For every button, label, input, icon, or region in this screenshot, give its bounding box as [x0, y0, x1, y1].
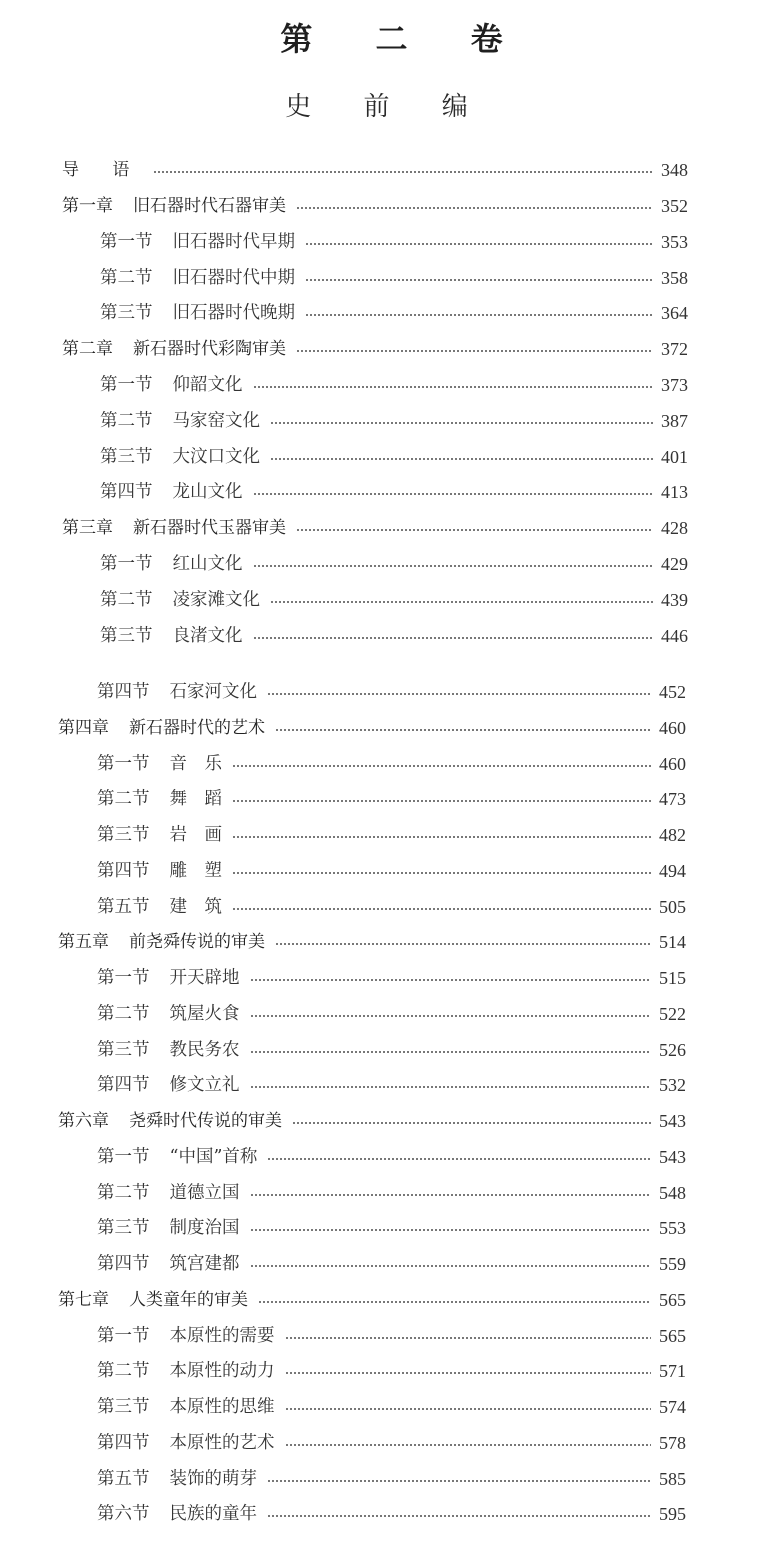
section-number: 第四节	[97, 1075, 150, 1096]
toc-section-row[interactable]	[97, 856, 686, 886]
chapter-title: 人类童年的审美	[129, 1289, 248, 1310]
section-title: 筑宫建都	[169, 1254, 240, 1274]
toc-section-row[interactable]	[100, 298, 688, 328]
dot-leader	[253, 386, 654, 388]
dot-leader	[232, 872, 651, 874]
page-number: 401	[661, 446, 688, 467]
section-number: 第二节	[97, 1003, 150, 1024]
section-number: 第二节	[97, 789, 150, 810]
chapter-number: 第一章	[62, 196, 113, 216]
dot-leader	[285, 1408, 652, 1410]
toc-section-row[interactable]	[97, 963, 686, 993]
toc-chapter-row[interactable]	[62, 191, 688, 221]
toc-chapter-row[interactable]	[58, 927, 686, 957]
toc-section-row[interactable]	[97, 1392, 686, 1422]
dot-leader	[305, 279, 653, 281]
section-title: “中国”首称	[169, 1146, 258, 1167]
section-title: 装饰的萌芽	[169, 1468, 257, 1489]
page-number: 372	[661, 339, 688, 360]
section-title: 仰韶文化	[172, 375, 243, 395]
toc-chapter-row[interactable]	[58, 713, 686, 743]
dot-leader	[285, 1444, 652, 1446]
section-title: 大汶口文化	[172, 446, 260, 467]
section-title: 教民务农	[169, 1039, 240, 1060]
dot-leader	[275, 729, 651, 731]
page-number: 578	[659, 1432, 686, 1453]
page-number: 460	[659, 753, 686, 774]
toc-section-row[interactable]	[97, 1499, 686, 1529]
section-number: 第一节	[100, 231, 153, 252]
dot-leader	[250, 1015, 652, 1017]
section-title: 旧石器时代中期	[172, 267, 295, 288]
chapter-title: 尧舜时代传说的审美	[129, 1111, 282, 1131]
toc-section-row[interactable]	[100, 406, 688, 436]
section-number: 第二节	[97, 1361, 150, 1382]
page-number: 585	[659, 1468, 686, 1489]
section-number: 第一节	[97, 968, 150, 988]
section-title: 音 乐	[169, 753, 222, 774]
section-number: 第三节	[100, 625, 153, 646]
dot-leader	[270, 601, 653, 603]
section-title: 修文立礼	[169, 1075, 240, 1096]
section-number: 第一节	[97, 1325, 150, 1346]
page-number: 522	[659, 1003, 686, 1024]
toc-section-row[interactable]	[97, 1213, 686, 1243]
dot-leader	[267, 1515, 651, 1517]
page-number: 565	[659, 1325, 686, 1346]
page-number: 565	[659, 1289, 686, 1310]
toc-section-row[interactable]	[100, 621, 688, 651]
section-title: 舞 蹈	[169, 789, 222, 810]
page-number: 494	[659, 860, 686, 881]
page-number: 515	[659, 968, 686, 988]
section-title: 本原性的需要	[169, 1325, 275, 1346]
dot-leader	[267, 1480, 651, 1482]
page-number: 358	[661, 267, 688, 288]
page-number: 429	[661, 554, 688, 574]
dot-leader	[232, 765, 651, 767]
section-title: 本原性的艺术	[169, 1432, 275, 1453]
toc-section-row[interactable]	[100, 263, 688, 293]
toc-section-row[interactable]	[97, 1321, 686, 1351]
section-title: 制度治国	[169, 1218, 240, 1239]
section-number: 第三节	[100, 303, 153, 324]
toc-section-row[interactable]	[100, 227, 688, 257]
toc-section-row[interactable]	[97, 1356, 686, 1386]
section-number: 第六节	[97, 1504, 150, 1525]
chapter-number: 第三章	[62, 518, 113, 539]
section-number: 第三节	[97, 825, 150, 845]
section-title: 龙山文化	[172, 482, 243, 503]
dot-leader	[250, 1194, 652, 1196]
dot-leader	[296, 207, 653, 209]
dot-leader	[305, 243, 653, 245]
dot-leader	[232, 800, 651, 802]
section-number: 第四节	[97, 860, 150, 881]
section-number: 第四节	[100, 482, 153, 503]
section-number: 第三节	[97, 1218, 150, 1239]
toc-section-row[interactable]	[97, 784, 686, 814]
page-number: 452	[659, 682, 686, 702]
dot-leader	[253, 493, 654, 495]
toc-intro-title: 导 语	[62, 160, 144, 180]
toc-section-row[interactable]	[100, 549, 688, 579]
dot-leader	[270, 422, 653, 424]
dot-leader	[267, 693, 651, 695]
page-number: 413	[661, 482, 688, 503]
toc-intro-page: 348	[661, 160, 688, 180]
toc-section-row[interactable]	[97, 892, 686, 922]
page-number: 505	[659, 896, 686, 917]
section-title: 岩 画	[169, 825, 222, 845]
toc-section-row[interactable]	[100, 442, 688, 472]
chapter-number: 第二章	[62, 339, 113, 360]
section-title: 雕 塑	[169, 860, 222, 881]
part-title: 史 前 编	[285, 92, 490, 122]
dot-leader	[296, 529, 653, 531]
page-number: 439	[661, 589, 688, 610]
section-number: 第五节	[97, 896, 150, 917]
dot-leader	[305, 314, 653, 316]
page-number: 428	[661, 518, 688, 539]
page-number: 543	[659, 1146, 686, 1167]
dot-leader	[275, 943, 651, 945]
toc-section-row[interactable]	[97, 1249, 686, 1279]
section-number: 第一节	[100, 375, 153, 395]
dot-leader	[232, 908, 651, 910]
dot-leader	[285, 1337, 652, 1339]
dot-leader	[258, 1301, 651, 1303]
dot-leader	[292, 1122, 651, 1124]
section-number: 第二节	[97, 1182, 150, 1203]
chapter-title: 旧石器时代石器审美	[133, 196, 286, 216]
chapter-number: 第五章	[58, 932, 109, 953]
toc-section-row[interactable]	[97, 1142, 686, 1172]
page-number: 353	[661, 231, 688, 252]
page-number: 526	[659, 1039, 686, 1060]
dot-leader	[250, 1265, 652, 1267]
section-title: 红山文化	[172, 554, 243, 574]
dot-leader	[232, 836, 651, 838]
toc-intro-row[interactable]	[62, 155, 688, 185]
page-number: 460	[659, 717, 686, 738]
section-title: 旧石器时代早期	[172, 231, 295, 252]
section-title: 旧石器时代晚期	[172, 303, 295, 324]
section-number: 第二节	[100, 589, 153, 610]
toc-section-row[interactable]	[97, 1035, 686, 1065]
section-title: 本原性的思维	[169, 1397, 275, 1417]
toc-section-row[interactable]	[97, 1178, 686, 1208]
section-title: 本原性的动力	[169, 1361, 275, 1382]
dot-leader	[296, 350, 653, 352]
toc-section-row[interactable]	[97, 749, 686, 779]
page-number: 352	[661, 196, 688, 216]
dot-leader	[270, 458, 653, 460]
section-title: 良渚文化	[172, 625, 243, 646]
section-number: 第四节	[97, 1432, 150, 1453]
section-number: 第一节	[97, 753, 150, 774]
chapter-title: 新石器时代的艺术	[129, 717, 265, 738]
chapter-number: 第七章	[58, 1289, 109, 1310]
page-number: 543	[659, 1111, 686, 1131]
toc-section-row[interactable]	[97, 820, 686, 850]
page-number: 514	[659, 932, 686, 953]
dot-leader	[285, 1372, 652, 1374]
dot-leader	[250, 1086, 652, 1088]
page-number: 553	[659, 1218, 686, 1239]
page-number: 595	[659, 1504, 686, 1525]
section-number: 第四节	[97, 1254, 150, 1274]
dot-leader	[267, 1158, 651, 1160]
section-number: 第一节	[100, 554, 153, 574]
toc-section-row[interactable]	[100, 370, 688, 400]
page-number: 574	[659, 1397, 686, 1417]
page-number: 473	[659, 789, 686, 810]
dot-leader	[153, 171, 653, 173]
page-number: 364	[661, 303, 688, 324]
section-number: 第五节	[97, 1468, 150, 1489]
page-number: 373	[661, 375, 688, 395]
toc-section-row[interactable]	[97, 1464, 686, 1494]
page-number: 387	[661, 410, 688, 431]
section-number: 第二节	[100, 267, 153, 288]
toc-chapter-row[interactable]	[62, 513, 688, 543]
chapter-title: 新石器时代彩陶审美	[133, 339, 286, 360]
section-number: 第二节	[100, 410, 153, 431]
page-number: 571	[659, 1361, 686, 1382]
toc-chapter-row[interactable]	[58, 1285, 686, 1315]
page-number: 559	[659, 1254, 686, 1274]
chapter-number: 第四章	[58, 717, 109, 738]
section-number: 第三节	[97, 1039, 150, 1060]
section-title: 凌家滩文化	[172, 589, 260, 610]
toc-section-row[interactable]	[97, 999, 686, 1029]
dot-leader	[253, 637, 654, 639]
page-number: 548	[659, 1182, 686, 1203]
toc-chapter-row[interactable]	[62, 334, 688, 364]
toc-section-row[interactable]	[97, 1428, 686, 1458]
section-title: 道德立国	[169, 1182, 240, 1203]
chapter-title: 前尧舜传说的审美	[129, 932, 265, 953]
toc-section-row[interactable]	[100, 477, 688, 507]
chapter-number: 第六章	[58, 1111, 109, 1131]
page-number: 482	[659, 825, 686, 845]
section-title: 建 筑	[169, 896, 222, 917]
page-number: 532	[659, 1075, 686, 1096]
dot-leader	[250, 1229, 652, 1231]
dot-leader	[250, 1051, 652, 1053]
section-title: 民族的童年	[169, 1504, 257, 1525]
section-title: 开天辟地	[169, 968, 240, 988]
chapter-title: 新石器时代玉器审美	[133, 518, 286, 539]
section-title: 石家河文化	[169, 682, 257, 702]
section-title: 马家窑文化	[172, 410, 260, 431]
section-number: 第四节	[97, 682, 150, 702]
section-title: 筑屋火食	[169, 1003, 240, 1024]
section-number: 第一节	[97, 1146, 150, 1167]
toc-chapter-row[interactable]	[58, 1106, 686, 1136]
toc-section-row[interactable]	[97, 1070, 686, 1100]
volume-title: 第 二 卷	[280, 20, 529, 58]
section-number: 第三节	[100, 446, 153, 467]
toc-section-row[interactable]	[100, 585, 688, 615]
section-number: 第三节	[97, 1397, 150, 1417]
dot-leader	[253, 565, 654, 567]
page-number: 446	[661, 625, 688, 646]
toc-section-row[interactable]	[97, 677, 686, 707]
dot-leader	[250, 979, 652, 981]
